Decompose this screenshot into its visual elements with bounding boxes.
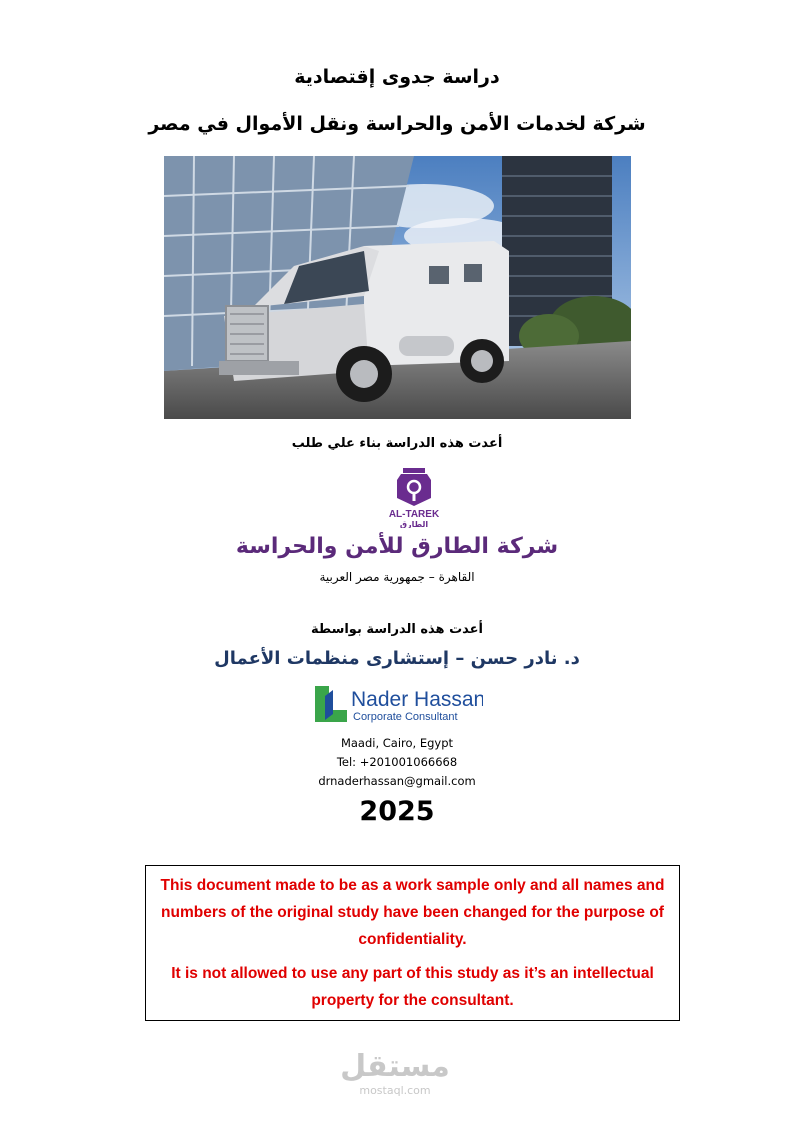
logo-name: Nader Hassan [351,688,483,711]
consultant-line: د. نادر حسن – إستشارى منظمات الأعمال [214,648,580,669]
logo-text-ar: الطارق [399,520,429,528]
consultant-address: Maadi, Cairo, Egypt [340,736,454,750]
client-location: القاهرة – جمهورية مصر العربية [319,570,475,584]
consultant-phone: Tel: +201001066668 [336,755,458,769]
watermark-en: mostaql.com [359,1084,431,1097]
mostaql-watermark [330,1050,460,1102]
prepared-for-label: أعدت هذه الدراسة بناء علي طلب [291,436,503,451]
armored-truck-photo [164,156,631,419]
year: 2025 [359,796,435,827]
document-title: دراسة جدوى إقتصادية [294,66,500,88]
notice-paragraph-2: It is not allowed to use any part of this study as it’s an intellectual property for the consultant. [171,965,654,1009]
prepared-by-label: أعدت هذه الدراسة بواسطة [311,622,483,637]
document-subtitle: شركة لخدمات الأمن والحراسة ونقل الأموال في مصر [148,113,646,135]
logo-subtitle: Corporate Consultant [353,711,458,723]
notice-paragraph-1: This document made to be as a work sample only and all names and numbers of the original study have been changed for the purpose of confidentiality. [160,877,665,948]
client-name: شركة الطارق للأمن والحراسة [235,534,559,559]
watermark-ar: مستقل [340,1049,450,1084]
consultant-email: drnaderhassan@gmail.com [318,774,476,788]
logo-text-en: AL-TAREK [388,509,440,520]
al-tarek-logo [379,466,449,528]
nader-hassan-logo [313,684,483,726]
confidentiality-notice [145,865,680,1021]
